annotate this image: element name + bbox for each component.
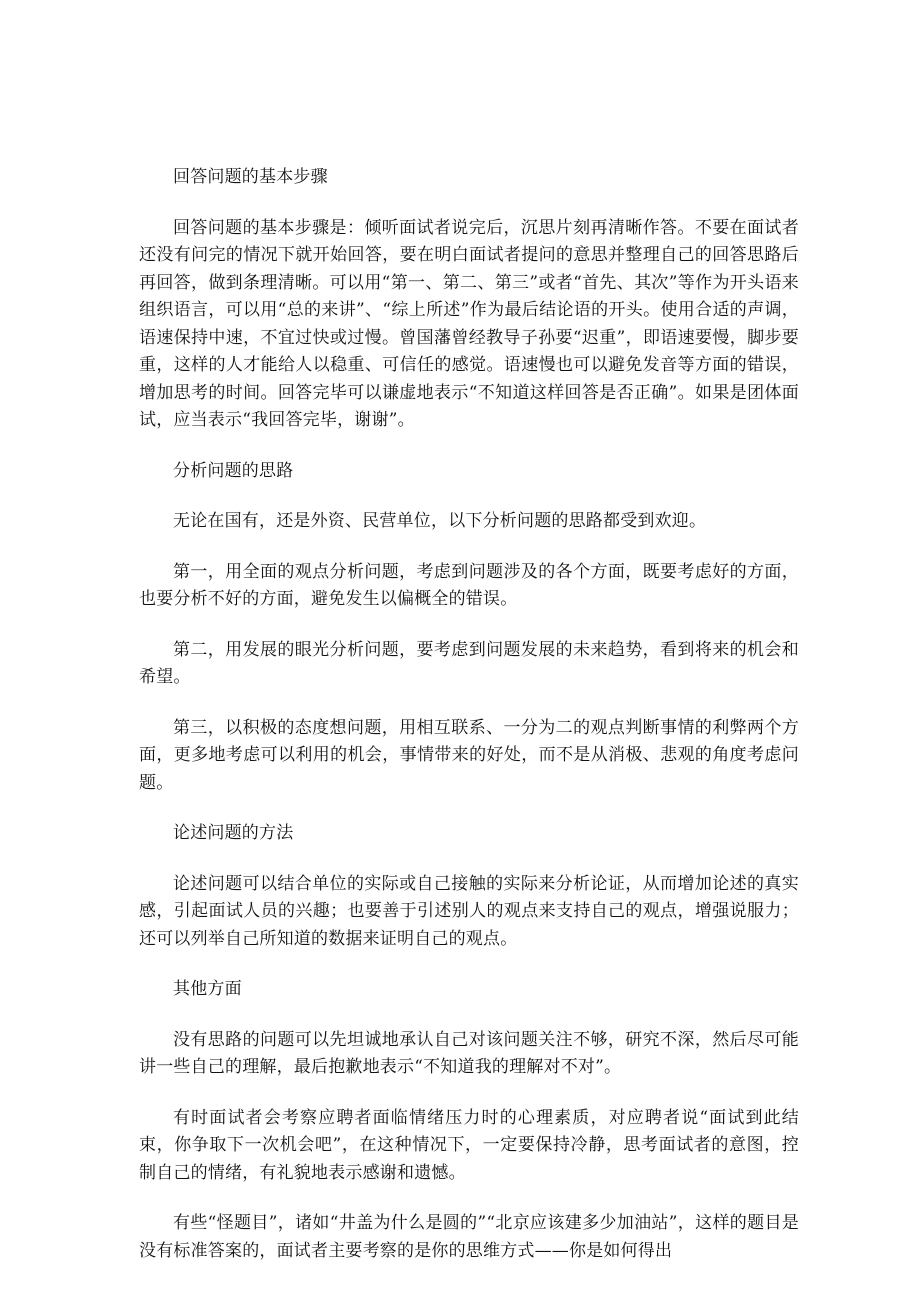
- analysis-point-three-paragraph: 第三，以积极的态度想问题，用相互联系、一分为二的观点判断事情的利弊两个方面，更多地考虑可以利用的机会，事情带来的好处，而不是从消极、悲观的角度考虑问题。: [139, 717, 799, 793]
- document-body: [139, 164, 799, 1288]
- argument-method-paragraph: 论述问题可以结合单位的实际或自己接触的实际来分析论证，从而增加论述的真实感，引起面试人员的兴趣；也要善于引述别人的观点来支持自己的观点，增强说服力；还可以列举自己所知道的数据来证明自己的观点。: [139, 873, 799, 949]
- other-aspects-paragraph-2: 有时面试者会考察应聘者面临情绪压力时的心理素质，对应聘者说“面试到此结束，你争取下一次机会吧”，在这种情况下，一定要保持冷静，思考面试者的意图，控制自己的情绪，有礼貌地表示感谢和遗憾。: [139, 1107, 799, 1183]
- section-heading-argument-method: 论述问题的方法: [173, 823, 294, 843]
- section-heading-other-aspects: 其他方面: [173, 979, 242, 999]
- other-aspects-paragraph-1: 没有思路的问题可以先坦诚地承认自己对该问题关注不够，研究不深，然后尽可能讲一些自己的理解，最后抱歉地表示“不知道我的理解对不对”。: [139, 1029, 799, 1077]
- analysis-intro-paragraph: 无论在国有，还是外资、民营单位，以下分析问题的思路都受到欢迎。: [173, 511, 707, 531]
- answer-steps-paragraph: 回答问题的基本步骤是：倾听面试者说完后，沉思片刻再清晰作答。不要在面试者还没有问完的情况下就开始回答，要在明白面试者提问的意思并整理自己的回答思路后再回答，做到条理清晰。可以用“第一、第二、第三”或者“首先、其次”等作为开头语来组织语言，可以用“总的来讲”、“综上所述”作为最后结论语的开头。使用合适的声调，语速保持中速，不宜过快或过慢。曾国藩曾经教导子孙要“迟重”，即语速要慢，脚步要重，这样的人才能给人以稳重、可信任的感觉。语速慢也可以避免发音等方面的错误，增加思考的时间。回答完毕可以谦虚地表示“不知道这样回答是否正确”。如果是团体面试，应当表示“我回答完毕，谢谢”。: [139, 217, 799, 430]
- other-aspects-paragraph-3: 有些“怪题目”，诸如“井盖为什么是圆的”“北京应该建多少加油站”，这样的题目是没有标准答案的，面试者主要考察的是你的思维方式——你是如何得出: [139, 1213, 799, 1261]
- section-heading-analysis-approach: 分析问题的思路: [173, 460, 294, 481]
- section-heading-answer-steps: 回答问题的基本步骤: [173, 167, 328, 187]
- analysis-point-two-paragraph: 第二，用发展的眼光分析问题，要考虑到问题发展的未来趋势，看到将来的机会和希望。: [139, 639, 799, 687]
- analysis-point-one-paragraph: 第一，用全面的观点分析问题，考虑到问题涉及的各个方面，既要考虑好的方面，也要分析不好的方面，避免发生以偏概全的错误。: [139, 561, 799, 609]
